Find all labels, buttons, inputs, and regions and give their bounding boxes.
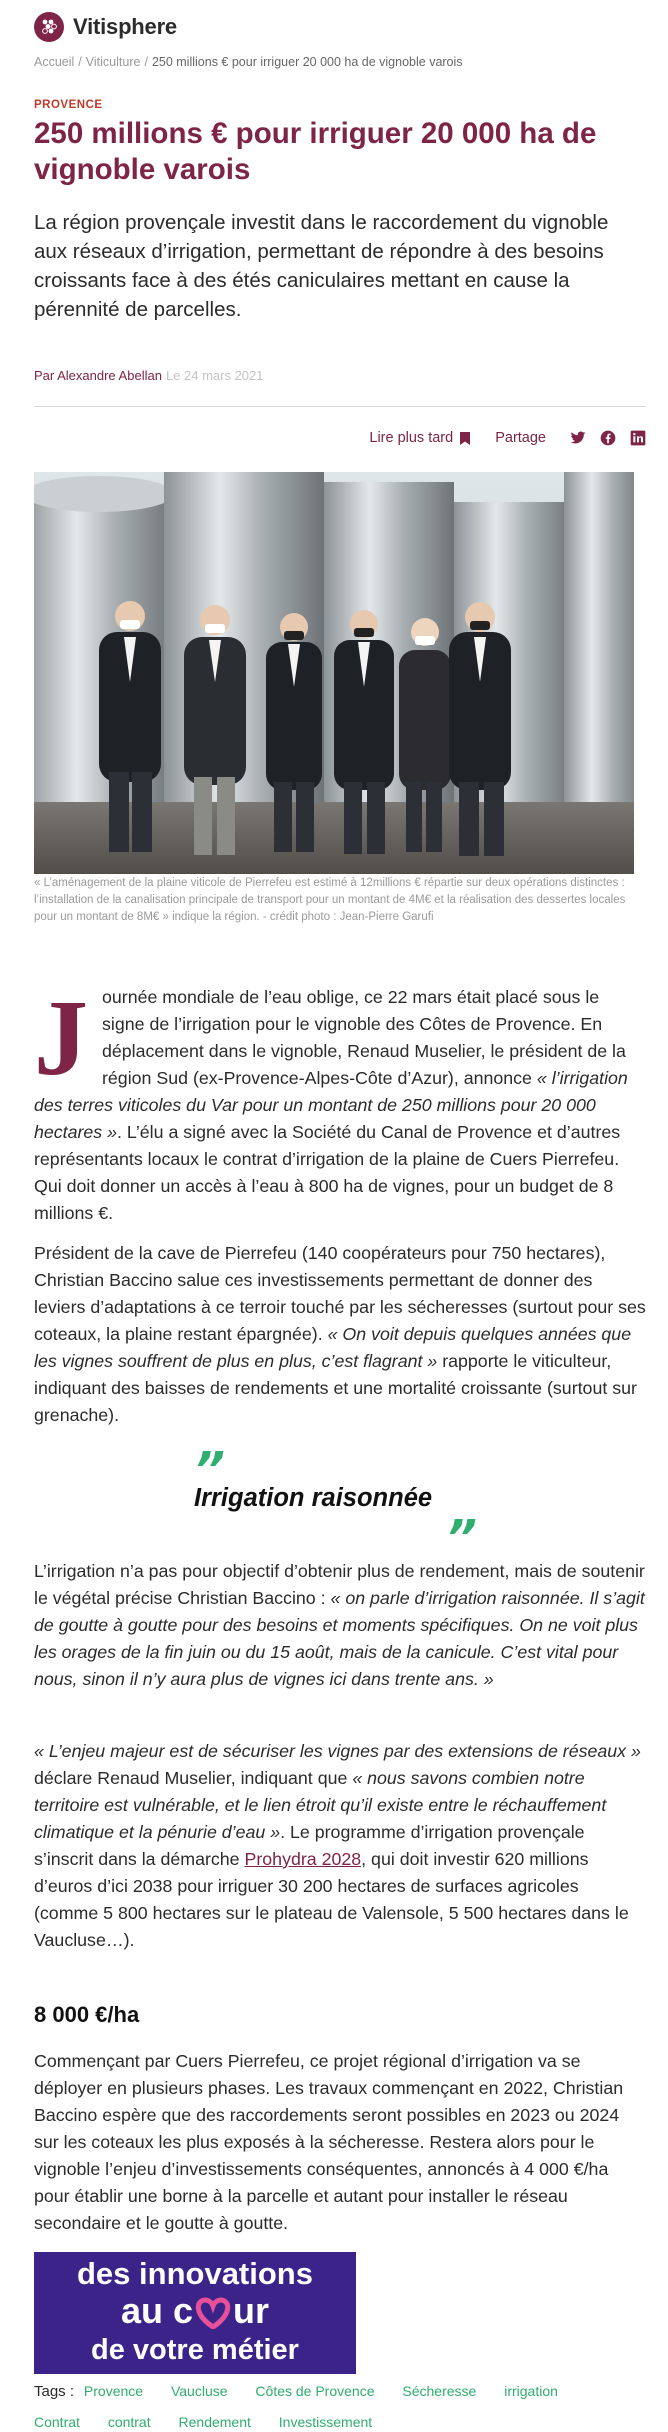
tag[interactable]: Contrat	[34, 2414, 80, 2430]
twitter-icon[interactable]	[570, 430, 586, 446]
article-title: 250 millions € pour irriguer 20 000 ha de vignoble varois	[34, 117, 597, 186]
tag[interactable]: contrat	[107, 2414, 151, 2430]
ad-banner[interactable]	[34, 2252, 356, 2374]
article-photo	[34, 472, 634, 874]
quote-open-mark: ”	[194, 1442, 225, 1498]
winery-tanks-photo	[34, 472, 634, 874]
dropcap: J	[34, 979, 88, 1098]
site-name[interactable]: Vitisphere	[73, 14, 177, 39]
paragraph: Commençant par Cuers Pierrefeu, ce projet régional d’irrigation va se déployer en plusieurs phases. Les travaux commençant en 2022, Christian Baccino espère que des raccordements seront possibles en 2023 ou 2024 sur les coteaux les plus exposés à la sécheresse. Restera alors pour le vignoble l’enjeu d’investissements conséquentes, annoncés à 4 000 €/ha pour établir une borne à la parcelle et autant pour installer le réseau secondaire et le goutte à goutte.	[34, 2051, 624, 2233]
heart-icon	[193, 2297, 233, 2329]
tag[interactable]: Provence	[83, 2383, 144, 2399]
paragraph	[34, 979, 646, 1227]
paragraph-text: . L’élu a signé avec la Société du Canal de Provence et d’autres représentants locaux le contrat d’irrigation de la plaine de Cuers Pierrefeu. Qui doit donner un accès à l’eau à 800 ha de vignes, pour un budget de 8 millions €.	[34, 1122, 621, 1223]
read-later-label: Lire plus tard	[369, 430, 454, 446]
facebook-icon[interactable]	[600, 430, 616, 446]
photo-caption: « L’aménagement de la plaine viticole de Pierrefeu est estimé à 12millions € répartie sur deux opérations distinctes : l’installation de la canalisation principale de transport pour un montant de 4M€ et la réalisation des dessertes locales pour un montant de 8M€ » indique la région. - crédit photo : Jean-Pierre Garufi	[34, 877, 626, 923]
breadcrumb	[34, 55, 463, 69]
paragraph-text: L’irrigation n’a pas pour objectif d’obtenir plus de rendement, mais de soutenir le végétal précise Christian Baccino :	[34, 1561, 645, 1608]
publish-date: Le 24 mars 2021	[165, 368, 264, 383]
paragraph	[34, 1240, 646, 1429]
breadcrumb-separator: /	[78, 55, 82, 69]
article-actions	[369, 430, 646, 446]
breadcrumb-current: 250 millions € pour irriguer 20 000 ha de vignoble varois	[151, 55, 463, 69]
ad-line-2	[34, 2290, 356, 2332]
ad-line-2-start: au c	[120, 2290, 194, 2331]
bookmark-icon	[459, 431, 471, 446]
prohydra-link[interactable]: Prohydra 2028	[244, 1849, 362, 1869]
quote-text: « L’enjeu majeur est de sécuriser les vignes par des extensions de réseaux »	[34, 1741, 641, 1761]
tag-list	[34, 2376, 646, 2432]
quote-text: « l’irrigation des terres viticoles du Var pour un montant de 250 millions pour 20 000 hectares »	[34, 1068, 628, 1142]
tag[interactable]: irrigation	[504, 2383, 558, 2399]
ad-line-2-end: ur	[233, 2290, 270, 2331]
breadcrumb-separator: /	[144, 55, 148, 69]
grape-icon[interactable]	[34, 12, 64, 42]
byline	[34, 368, 264, 383]
pull-heading: Irrigation raisonnée	[194, 1484, 433, 1512]
site-header[interactable]	[34, 12, 177, 42]
section-heading: 8 000 €/ha	[34, 2002, 140, 2027]
quote-text: « On voit depuis quelques années que les vignes souffrent de plus en plus, c’est flagrant »	[34, 1324, 632, 1371]
tag[interactable]: Rendement	[178, 2414, 251, 2430]
ad-line-1: des innovations	[77, 2256, 313, 2291]
breadcrumb-home[interactable]: Accueil	[34, 55, 75, 69]
divider	[34, 406, 646, 407]
paragraph	[34, 1558, 646, 1693]
author[interactable]: Par Alexandre Abellan	[34, 368, 162, 383]
paragraph	[34, 1738, 646, 1954]
breadcrumb-viticulture[interactable]: Viticulture	[85, 55, 141, 69]
quote-close-mark: ”	[446, 1510, 477, 1566]
tag[interactable]: Côtes de Provence	[255, 2383, 375, 2399]
tag[interactable]: Investissement	[278, 2414, 373, 2430]
paragraph-text: , qui doit investir 620 millions d’euros d’ici 2038 pour irriguer 30 200 hectares de surfaces agricoles (comme 5 800 hectares sur le plateau de Valensole, 5 500 hectares dans le Vaucluse…).	[34, 1849, 629, 1950]
article-category[interactable]: PROVENCE	[34, 99, 103, 111]
ad-line-3: de votre métier	[91, 2334, 299, 2366]
paragraph-text: rapporte le viticulteur, indiquant des baisses de rendements et une mortalité croissante (surtout sur grenache).	[34, 1351, 637, 1425]
tags-label: Tags :	[34, 2383, 75, 2400]
linkedin-icon[interactable]	[630, 430, 646, 446]
quote-text: « on parle d’irrigation raisonnée. Il s’agit de goutte à goutte pour des besoins et moments spécifiques. On ne voit plus les orages de la fin juin ou du 15 août, mais de la canicule. C’est vital pour nous, sinon il n’y aura plus de vignes ici dans trente ans. »	[34, 1588, 645, 1689]
read-later-button[interactable]	[369, 430, 471, 446]
paragraph-text: ournée mondiale de l’eau oblige, ce 22 mars était placé sous le signe de l’irrigation pour le vignoble des Côtes de Provence. En déplacement dans le vignoble, Renaud Muselier, le président de la région Sud (ex-Provence-Alpes-Côte d’Azur), annonce	[102, 987, 626, 1088]
paragraph-text: . Le programme d’irrigation provençale s’inscrit dans la démarche	[34, 1822, 585, 1869]
article-lead: La région provençale investit dans le raccordement du vignoble aux réseaux d’irrigation, permettant de répondre à des besoins croissants face à des étés caniculaires mettant en cause la pérennité de parcelles.	[34, 211, 609, 321]
share-label: Partage	[495, 430, 546, 446]
tag[interactable]: Sécheresse	[402, 2383, 477, 2399]
paragraph-text: Président de la cave de Pierrefeu (140 coopérateurs pour 750 hectares), Christian Baccino salue ces investissements permettant de donner des leviers d’adaptations à ce terroir touché par les sécheresses (surtout pour ses coteaux, la plaine restant épargnée).	[34, 1243, 646, 1344]
tag[interactable]: Vaucluse	[170, 2383, 228, 2399]
paragraph-text: déclare Renaud Muselier, indiquant que	[34, 1768, 353, 1788]
quote-text: « nous savons combien notre territoire est vulnérable, et le lien étroit qu’il existe entre le réchauffement climatique et la pénurie d’eau »	[34, 1768, 607, 1842]
